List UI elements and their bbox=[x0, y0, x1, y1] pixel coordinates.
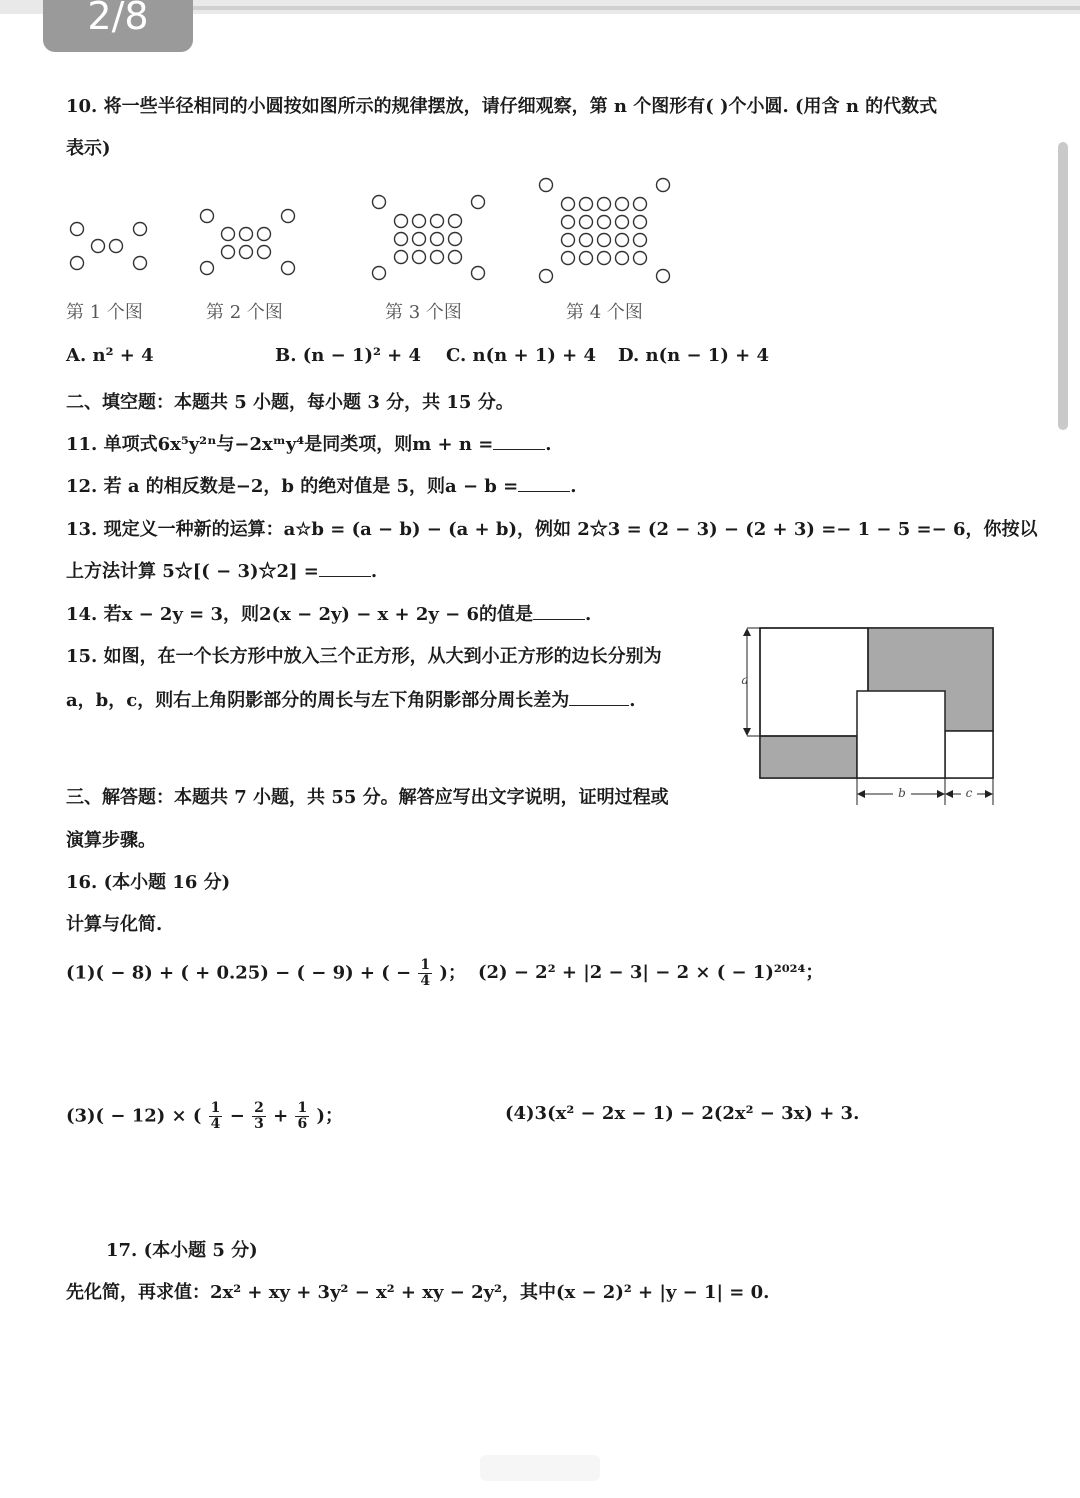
label-a: a bbox=[741, 673, 749, 687]
inner-circle bbox=[616, 198, 629, 211]
q16-title: 16. (本小题 16 分) bbox=[66, 872, 231, 893]
q11-text: 11. 单项式6x⁵y²ⁿ与−2xᵐy⁴是同类项，则m + n = bbox=[66, 434, 494, 455]
q10-text-line2: 表示) bbox=[66, 138, 111, 159]
corner-circle bbox=[282, 210, 295, 223]
corner-circle bbox=[71, 223, 84, 236]
corner-circle bbox=[373, 267, 386, 280]
q16-instruction: 计算与化简. bbox=[66, 914, 163, 935]
inner-circle bbox=[634, 198, 647, 211]
inner-circle bbox=[616, 216, 629, 229]
label-b: b bbox=[898, 786, 906, 800]
inner-circle bbox=[598, 198, 611, 211]
answer-blank bbox=[533, 603, 585, 620]
corner-circle bbox=[657, 270, 670, 283]
inner-circle bbox=[449, 233, 462, 246]
inner-circle bbox=[580, 252, 593, 265]
label-c: c bbox=[965, 786, 973, 800]
inner-circle bbox=[413, 233, 426, 246]
fraction: $\frac{2}{3}$ bbox=[254, 1100, 264, 1132]
q17-text: 先化简，再求值：2x² + xy + 3y² − x² + xy − 2y²，其中(x − 2)² + |y − 1| = 0. bbox=[66, 1282, 770, 1303]
q15-line2: a，b，c，则右上角阴影部分的周长与左下角阴影部分周长差为 . bbox=[66, 690, 636, 711]
corner-circle bbox=[373, 196, 386, 209]
inner-circle bbox=[258, 246, 271, 259]
inner-circle bbox=[431, 215, 444, 228]
section2-heading: 二、填空题：本题共 5 小题，每小题 3 分，共 15 分。 bbox=[66, 392, 514, 413]
q16-part4: (4)3(x² − 2x − 1) − 2(2x² − 3x) + 3. bbox=[505, 1103, 860, 1124]
figure-label-1: 第 1 个图 bbox=[66, 302, 143, 323]
inner-circle bbox=[413, 215, 426, 228]
inner-circle bbox=[431, 233, 444, 246]
section3-heading-line1: 三、解答题：本题共 7 小题，共 55 分。解答应写出文字说明，证明过程或 bbox=[66, 787, 669, 808]
q13-line1: 13. 现定义一种新的运算：a☆b = (a − b) − (a + b)，例如 2☆3 = (2 − 3) − (2 + 3) =− 1 − 5 =− 6，你按以 bbox=[66, 519, 1038, 540]
option-d: D. n(n − 1) + 4 bbox=[618, 345, 769, 366]
inner-circle bbox=[598, 216, 611, 229]
inner-circle bbox=[395, 233, 408, 246]
answer-blank bbox=[518, 475, 570, 492]
answer-blank bbox=[493, 433, 545, 450]
inner-circle bbox=[634, 216, 647, 229]
inner-circle bbox=[240, 246, 253, 259]
corner-circle bbox=[201, 210, 214, 223]
inner-circle bbox=[431, 251, 444, 264]
corner-circle bbox=[282, 262, 295, 275]
corner-circle bbox=[134, 223, 147, 236]
option-b: B. (n − 1)² + 4 bbox=[275, 345, 422, 366]
inner-circle bbox=[92, 240, 105, 253]
inner-circle bbox=[580, 216, 593, 229]
q15-text: a，b，c，则右上角阴影部分的周长与左下角阴影部分周长差为 bbox=[66, 690, 570, 711]
q12-text: 12. 若 a 的相反数是−2，b 的绝对值是 5，则a − b = bbox=[66, 476, 519, 497]
corner-circle bbox=[201, 262, 214, 275]
corner-circle bbox=[472, 196, 485, 209]
inner-circle bbox=[110, 240, 123, 253]
fraction: $\frac{1}{4}$ bbox=[420, 957, 431, 989]
inner-circle bbox=[395, 215, 408, 228]
option-c: C. n(n + 1) + 4 bbox=[446, 345, 597, 366]
corner-circle bbox=[71, 257, 84, 270]
inner-circle bbox=[413, 251, 426, 264]
section3-heading-line2: 演算步骤。 bbox=[66, 830, 156, 851]
corner-circle bbox=[540, 270, 553, 283]
corner-circle bbox=[657, 179, 670, 192]
inner-circle bbox=[240, 228, 253, 241]
q14: 14. 若x − 2y = 3，则2(x − 2y) − x + 2y − 6的值是 . bbox=[66, 604, 592, 625]
inner-circle bbox=[395, 251, 408, 264]
figure-label-2: 第 2 个图 bbox=[206, 302, 283, 323]
page-indicator: 2/8 bbox=[43, 0, 193, 52]
inner-circle bbox=[222, 228, 235, 241]
q17-title: 17. (本小题 5 分) bbox=[106, 1240, 258, 1261]
inner-circle bbox=[598, 234, 611, 247]
corner-circle bbox=[134, 257, 147, 270]
inner-circle bbox=[562, 216, 575, 229]
inner-circle bbox=[580, 234, 593, 247]
q10-text-line1: 10. 将一些半径相同的小圆按如图所示的规律摆放，请仔细观察，第 n 个图形有( )个小圆. (用含 n 的代数式 bbox=[66, 96, 938, 117]
corner-circle bbox=[472, 267, 485, 280]
scrollbar[interactable] bbox=[1058, 142, 1068, 430]
q12: 12. 若 a 的相反数是−2，b 的绝对值是 5，则a − b = . bbox=[66, 476, 577, 497]
watermark bbox=[480, 1455, 600, 1481]
q14-text: 14. 若x − 2y = 3，则2(x − 2y) − x + 2y − 6的值是 bbox=[66, 604, 534, 625]
fraction: $\frac{1}{4}$ bbox=[210, 1100, 221, 1132]
inner-circle bbox=[580, 198, 593, 211]
q11: 11. 单项式6x⁵y²ⁿ与−2xᵐy⁴是同类项，则m + n = . bbox=[66, 434, 552, 455]
q15-line1: 15. 如图，在一个长方形中放入三个正方形，从大到小正方形的边长分别为 bbox=[66, 646, 662, 667]
inner-circle bbox=[616, 252, 629, 265]
inner-circle bbox=[634, 234, 647, 247]
inner-circle bbox=[222, 246, 235, 259]
q13-line2: 上方法计算 5☆[( − 3)☆2] = . bbox=[66, 561, 378, 582]
answer-blank bbox=[319, 560, 371, 577]
inner-circle bbox=[598, 252, 611, 265]
q16-part3: (3)( − 12) × ( $\frac{1}{4}$ − $\frac{2}{3}$ + $\frac{1}{6}$ )； bbox=[66, 1100, 344, 1132]
inner-circle bbox=[449, 215, 462, 228]
q13-text: 上方法计算 5☆[( − 3)☆2] = bbox=[66, 561, 319, 582]
answer-blank bbox=[569, 689, 629, 706]
circle-pattern-figure bbox=[0, 170, 700, 290]
inner-circle bbox=[449, 251, 462, 264]
inner-circle bbox=[258, 228, 271, 241]
inner-circle bbox=[634, 252, 647, 265]
inner-circle bbox=[562, 252, 575, 265]
inner-circle bbox=[616, 234, 629, 247]
inner-circle bbox=[562, 234, 575, 247]
q16-part1: (1)( − 8) + ( + 0.25) − ( − 9) + ( − $\frac{1}{4}$ )； bbox=[66, 957, 466, 989]
fraction: $\frac{1}{6}$ bbox=[297, 1100, 308, 1132]
corner-circle bbox=[540, 179, 553, 192]
option-a: A. n² + 4 bbox=[66, 345, 154, 366]
q16-part2: (2) − 2² + |2 − 3| − 2 × ( − 1)²⁰²⁴； bbox=[478, 962, 824, 983]
figure-label-4: 第 4 个图 bbox=[566, 302, 643, 323]
inner-circle bbox=[562, 198, 575, 211]
rectangle-squares-figure bbox=[735, 620, 1000, 810]
figure-label-3: 第 3 个图 bbox=[385, 302, 462, 323]
progress-line bbox=[190, 6, 1080, 10]
